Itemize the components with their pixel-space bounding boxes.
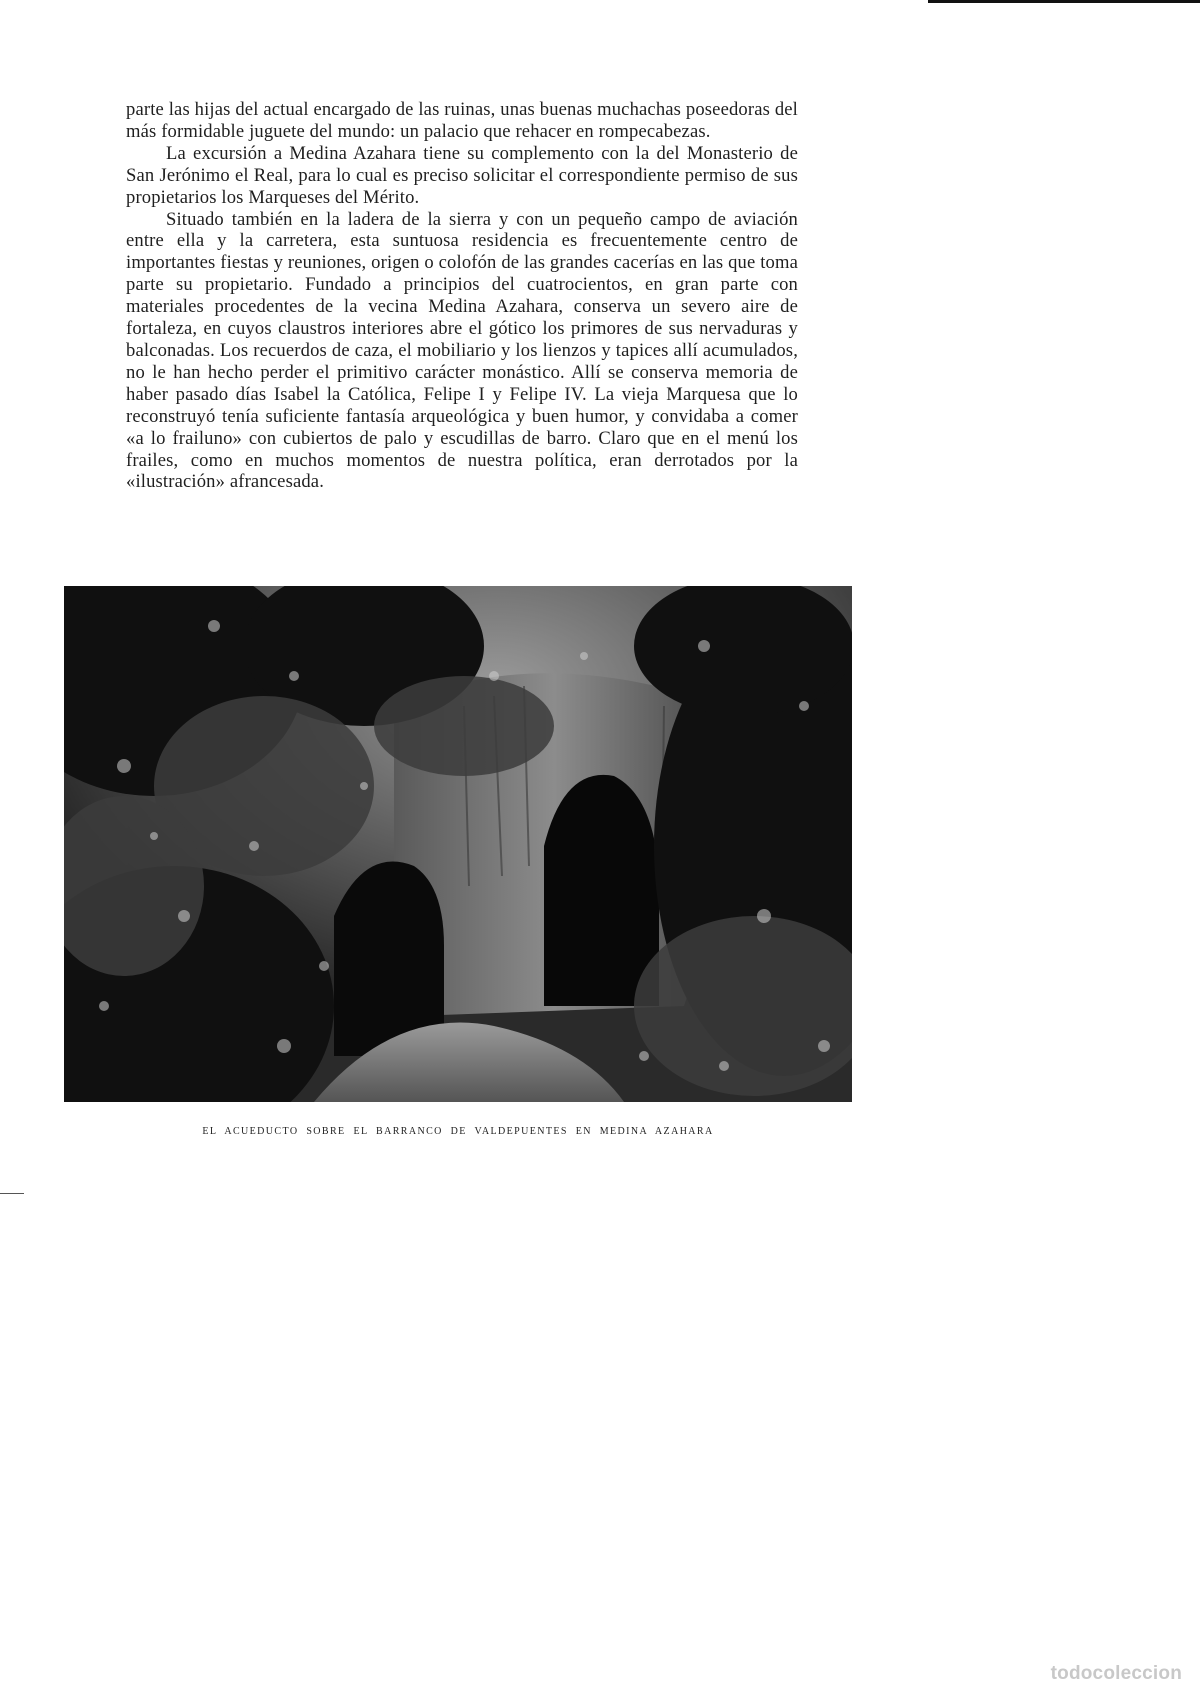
margin-mark: [0, 1193, 24, 1194]
aqueduct-photo-image: [64, 586, 852, 1102]
body-text: [126, 99, 798, 493]
paragraph-1: parte las hijas del actual encargado de las ruinas, unas buenas muchachas poseedoras del más formidable juguete del mundo: un palacio que rehacer en rompecabezas.: [126, 99, 798, 142]
paragraph-3: Situado también en la ladera de la sierra y con un pequeño campo de aviación entre ella y la carretera, esta suntuosa residencia es frecuentemente centro de importantes fiestas y reuniones, origen o colofón de las grandes cacerías en las que toma parte su propietario. Fundado a principios del cuatrocientos, en gran parte con materiales procedentes de la vecina Medina Azahara, conserva un severo aire de fortaleza, en cuyos claustros interiores abre el gótico los primores de sus nervaduras y balconadas. Los recuerdos de caza, el mobiliario y los lienzos y tapices allí acumulados, no le han hecho perder el primitivo carácter monástico. Allí se conserva memoria de haber pasado días Isabel la Católica, Felipe I y Felipe IV. La vieja Marquesa que lo reconstruyó tenía suficiente fantasía arqueológica y buen humor, y convidaba a comer «a lo frailuno» con cubiertos de palo y escudillas de barro. Claro que en el menú los frailes, como en muchos momentos de nuestra política, eran derrotados por la «ilustración» afrancesada.: [126, 208, 798, 493]
watermark-logo: todocoleccion: [1050, 1663, 1182, 1684]
photo-caption: EL ACUEDUCTO SOBRE EL BARRANCO DE VALDEPUENTES EN MEDINA AZAHARA: [202, 1126, 714, 1137]
aqueduct-photo: [64, 586, 852, 1102]
paragraph-2: La excursión a Medina Azahara tiene su complemento con la del Monasterio de San Jerónimo el Real, para lo cual es preciso solicitar el correspondiente permiso de sus propietarios los Marqueses del Mérito.: [126, 142, 798, 208]
top-rule: [928, 0, 1200, 3]
